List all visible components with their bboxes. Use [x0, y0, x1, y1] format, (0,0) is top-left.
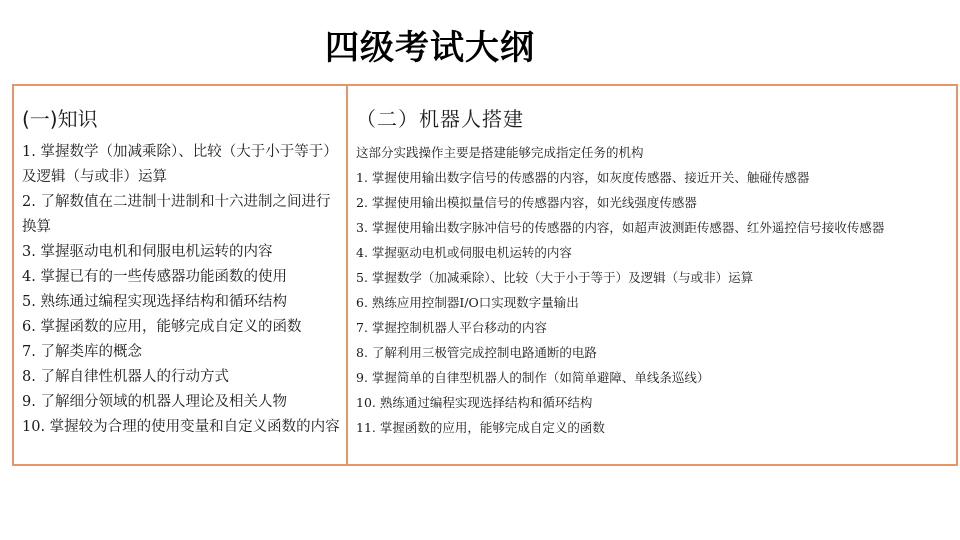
list-item: 10. 熟练通过编程实现选择结构和循环结构 — [356, 395, 593, 410]
list-item: 4. 掌握驱动电机或伺服电机运转的内容 — [356, 245, 572, 260]
knowledge-list — [22, 140, 340, 440]
list-item: 7. 了解类库的概念 — [22, 344, 142, 360]
list-item: 6. 掌握函数的应用，能够完成自定义的函数 — [22, 319, 302, 335]
list-item: 2. 掌握使用输出模拟量信号的传感器内容，如光线强度传感器 — [356, 195, 697, 210]
robot-building-heading: （二）机器人搭建 — [356, 107, 524, 131]
list-item: 1. 掌握使用输出数字信号的传感器的内容，如灰度传感器、接近开关、触碰传感器 — [356, 170, 810, 185]
list-item: 9. 掌握简单的自律型机器人的制作（如简单避障、单线条巡线） — [356, 370, 710, 385]
list-item: 2. 了解数值在二进制十进制和十六进制之间进行换算 — [22, 194, 331, 235]
list-item: 11. 掌握函数的应用，能够完成自定义的函数 — [356, 420, 605, 435]
list-item: 7. 掌握控制机器人平台移动的内容 — [356, 320, 547, 335]
list-item: 6. 熟练应用控制器I/O口实现数字量输出 — [356, 295, 579, 310]
page-title: 四级考试大纲 — [325, 28, 535, 68]
list-item: 8. 了解自律性机器人的行动方式 — [22, 369, 229, 385]
robot-building-intro: 这部分实践操作主要是搭建能够完成指定任务的机构 — [356, 145, 644, 160]
list-item: 8. 了解利用三极管完成控制电路通断的电路 — [356, 345, 597, 360]
list-item: 5. 掌握数学（加减乘除）、比较（大于小于等于）及逻辑（与或非）运算 — [356, 270, 754, 285]
list-item: 3. 掌握驱动电机和伺服电机运转的内容 — [22, 244, 273, 260]
list-item: 9. 了解细分领域的机器人理论及相关人物 — [22, 394, 287, 410]
robot-building-column — [348, 86, 956, 464]
knowledge-heading: (一)知识 — [22, 107, 98, 131]
list-item: 4. 掌握已有的一些传感器功能函数的使用 — [22, 269, 287, 285]
list-item: 3. 掌握使用输出数字脉冲信号的传感器的内容，如超声波测距传感器、红外遥控信号接收传感器 — [356, 220, 885, 235]
list-item: 10. 掌握较为合理的使用变量和自定义函数的内容 — [22, 419, 340, 435]
knowledge-column — [14, 86, 348, 464]
list-item: 5. 熟练通过编程实现选择结构和循环结构 — [22, 294, 287, 310]
outline-table — [12, 84, 958, 466]
list-item: 1. 掌握数学（加减乘除）、比较（大于小于等于）及逻辑（与或非）运算 — [22, 144, 338, 185]
robot-building-list — [356, 165, 950, 440]
